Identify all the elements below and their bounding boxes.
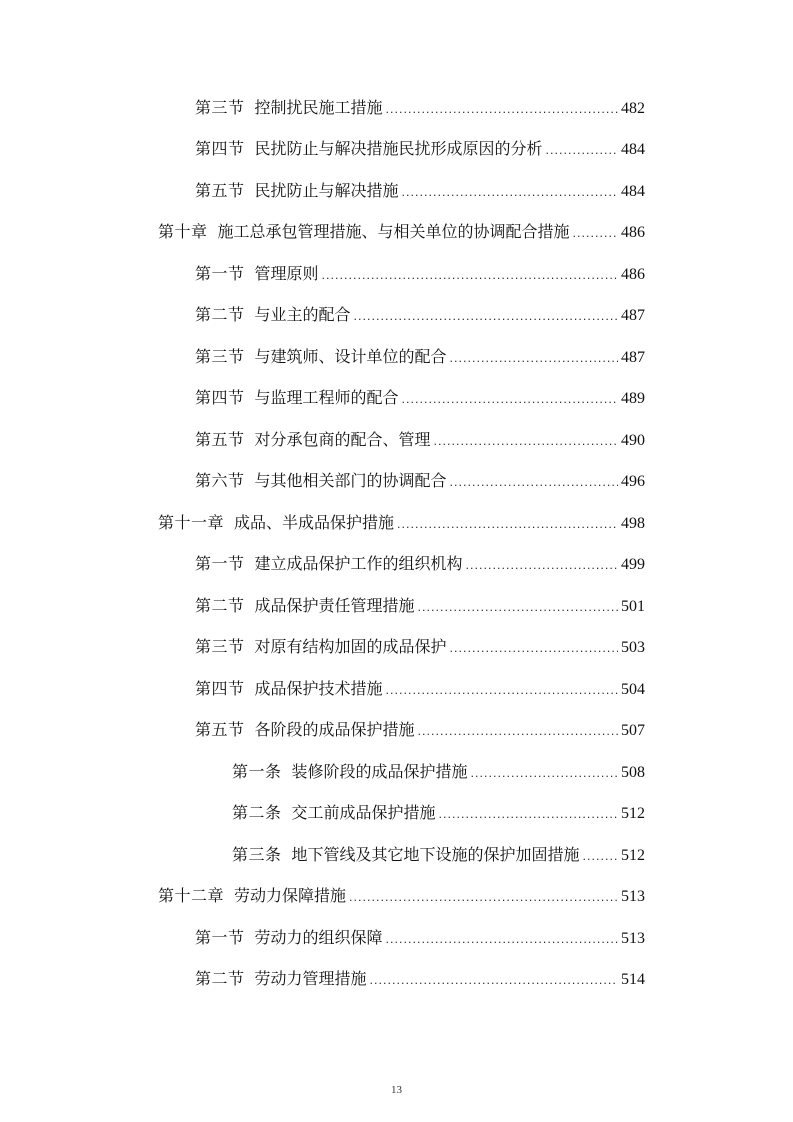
toc-entry[interactable]	[0, 794, 793, 836]
toc-leader-dots	[573, 224, 618, 244]
toc-entry-title: 控制扰民施工措施	[254, 97, 383, 117]
toc-entry-title: 建立成品保护工作的组织机构	[254, 554, 463, 574]
toc-leader-dots	[466, 556, 618, 576]
toc-entry-title: 地下管线及其它地下设施的保护加固措施	[291, 844, 580, 864]
toc-entry-title: 交工前成品保护措施	[291, 803, 436, 823]
toc-leader-dots	[546, 141, 618, 161]
toc-entry-title: 与建筑师、设计单位的配合	[254, 346, 447, 366]
toc-entry[interactable]	[0, 586, 793, 628]
toc-entry[interactable]	[0, 379, 793, 421]
toc-entry[interactable]	[0, 960, 793, 1002]
toc-entry-label: 第一节	[195, 263, 245, 283]
toc-leader-dots	[349, 888, 618, 908]
toc-entry-title: 成品保护责任管理措施	[254, 595, 415, 615]
toc-entry[interactable]	[0, 711, 793, 753]
toc-entry-label: 第五节	[195, 180, 245, 200]
toc-entry-title: 各阶段的成品保护措施	[254, 720, 415, 740]
toc-leader-dots	[370, 971, 618, 991]
toc-entry-label: 第二条	[232, 803, 282, 823]
toc-leader-dots	[386, 930, 618, 950]
toc-entry-label: 第三条	[232, 844, 282, 864]
toc-entry[interactable]	[0, 628, 793, 670]
toc-entry-label: 第三节	[195, 637, 245, 657]
toc-entry-label: 第四节	[195, 139, 245, 159]
toc-entry[interactable]	[0, 130, 793, 172]
toc-entry-page: 482	[621, 99, 645, 117]
toc-entry-title: 劳动力管理措施	[254, 969, 367, 989]
toc-entry-page: 490	[621, 431, 645, 449]
toc-entry-label: 第十一章	[158, 512, 225, 532]
toc-entry-page: 487	[621, 348, 645, 366]
toc-entry-page: 503	[621, 639, 645, 657]
toc-entry-label: 第一节	[195, 927, 245, 947]
toc-entry-page: 507	[621, 722, 645, 740]
toc-entry-title: 成品保护技术措施	[254, 678, 383, 698]
toc-entry-title: 民扰防止与解决措施民扰形成原因的分析	[254, 139, 543, 159]
toc-entry-page: 498	[621, 514, 645, 532]
page-number: 13	[391, 1084, 402, 1096]
toc-entry-label: 第三节	[195, 97, 245, 117]
toc-leader-dots	[450, 349, 618, 369]
toc-entry-label: 第四节	[195, 388, 245, 408]
toc-entry-page: 512	[621, 846, 645, 864]
toc-entry-title: 与监理工程师的配合	[254, 388, 399, 408]
toc-entry-title: 对原有结构加固的成品保护	[254, 637, 447, 657]
toc-leader-dots	[386, 100, 618, 120]
toc-entry-label: 第十章	[158, 222, 208, 242]
toc-entry-page: 499	[621, 556, 645, 574]
toc-leader-dots	[397, 515, 618, 535]
toc-entry-label: 第二节	[195, 305, 245, 325]
toc-leader-dots	[471, 764, 618, 784]
toc-entry-page: 508	[621, 763, 645, 781]
toc-entry-page: 489	[621, 390, 645, 408]
toc-leader-dots	[322, 266, 618, 286]
toc-entry-label: 第三节	[195, 346, 245, 366]
toc-entry-page: 513	[621, 888, 645, 906]
toc-entry[interactable]	[0, 296, 793, 338]
toc-leader-dots	[434, 432, 618, 452]
toc-entry[interactable]	[0, 337, 793, 379]
toc-leader-dots	[386, 681, 618, 701]
toc-entry[interactable]	[0, 254, 793, 296]
toc-entry-label: 第一条	[232, 761, 282, 781]
toc-entry[interactable]	[0, 835, 793, 877]
table-of-contents	[0, 88, 793, 1001]
toc-entry[interactable]	[0, 752, 793, 794]
toc-leader-dots	[418, 722, 618, 742]
toc-entry-page: 514	[621, 971, 645, 989]
toc-entry[interactable]	[0, 213, 793, 255]
toc-entry-page: 486	[621, 265, 645, 283]
toc-entry[interactable]	[0, 88, 793, 130]
toc-entry-title: 施工总承包管理措施、与相关单位的协调配合措施	[217, 222, 570, 242]
toc-entry-page: 487	[621, 307, 645, 325]
toc-entry-title: 对分承包商的配合、管理	[254, 429, 431, 449]
toc-entry-title: 与其他相关部门的协调配合	[254, 471, 447, 491]
toc-entry-page: 501	[621, 597, 645, 615]
toc-entry-title: 劳动力的组织保障	[254, 927, 383, 947]
toc-entry-page: 484	[621, 141, 645, 159]
toc-entry-title: 管理原则	[254, 263, 319, 283]
toc-leader-dots	[354, 307, 618, 327]
toc-entry-label: 第六节	[195, 471, 245, 491]
toc-leader-dots	[418, 598, 618, 618]
toc-entry-label: 第五节	[195, 720, 245, 740]
toc-leader-dots	[583, 847, 618, 867]
toc-entry-title: 成品、半成品保护措施	[234, 512, 395, 532]
toc-entry[interactable]	[0, 420, 793, 462]
toc-entry[interactable]	[0, 503, 793, 545]
toc-entry-title: 装修阶段的成品保护措施	[291, 761, 468, 781]
toc-entry-label: 第五节	[195, 429, 245, 449]
toc-leader-dots	[450, 639, 618, 659]
toc-entry-title: 与业主的配合	[254, 305, 351, 325]
toc-entry-label: 第二节	[195, 969, 245, 989]
toc-entry-page: 504	[621, 680, 645, 698]
toc-entry-label: 第十二章	[158, 886, 225, 906]
toc-entry-page: 513	[621, 929, 645, 947]
toc-entry[interactable]	[0, 918, 793, 960]
toc-entry[interactable]	[0, 462, 793, 504]
toc-entry-page: 496	[621, 473, 645, 491]
toc-entry-page: 486	[621, 224, 645, 242]
toc-leader-dots	[439, 805, 618, 825]
toc-entry-title: 劳动力保障措施	[234, 886, 347, 906]
toc-entry[interactable]	[0, 171, 793, 213]
toc-leader-dots	[402, 390, 618, 410]
toc-entry[interactable]	[0, 545, 793, 587]
toc-entry-label: 第四节	[195, 678, 245, 698]
toc-entry[interactable]	[0, 877, 793, 919]
toc-entry-label: 第一节	[195, 554, 245, 574]
toc-entry-page: 512	[621, 805, 645, 823]
toc-entry-label: 第二节	[195, 595, 245, 615]
toc-entry-page: 484	[621, 182, 645, 200]
toc-leader-dots	[402, 183, 618, 203]
toc-leader-dots	[450, 473, 618, 493]
toc-entry[interactable]	[0, 669, 793, 711]
toc-entry-title: 民扰防止与解决措施	[254, 180, 399, 200]
